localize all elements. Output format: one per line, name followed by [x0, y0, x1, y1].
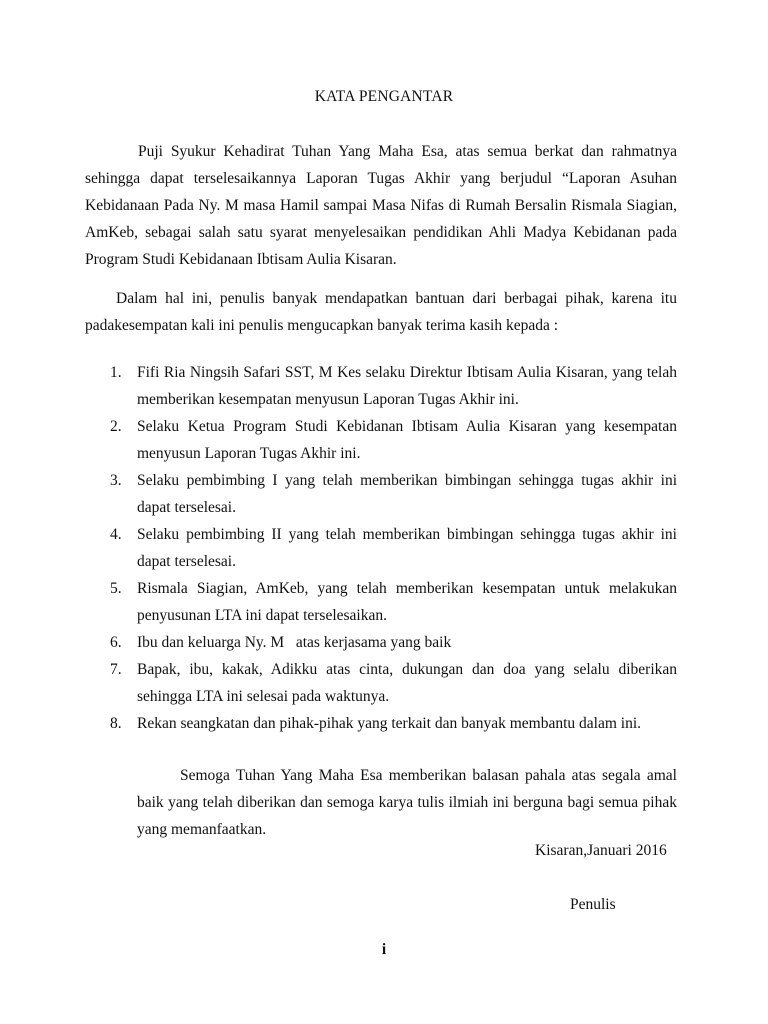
closing-paragraph: Semoga Tuhan Yang Maha Esa memberikan balasan pahala atas segala amal baik yang telah diberikan dan semoga karya tulis ilmiah ini berguna bagi semua pihak yang memanfaatkan. — [137, 767, 677, 838]
list-item-number: 3. — [110, 472, 122, 489]
acknowledgement-list — [110, 359, 677, 737]
list-item-number: 7. — [110, 661, 122, 678]
list-item — [110, 413, 677, 467]
thanks-intro-paragraph: Dalam hal ini, penulis banyak mendapatkan bantuan dari berbagai pihak, karena itu padakesempatan kali ini penulis mengucapkan banyak terima kasih kepada : — [85, 290, 677, 334]
list-item — [110, 710, 677, 737]
list-item-text: Rismala Siagian, AmKeb, yang telah memberikan kesempatan untuk melakukan penyusunan LTA ini dapat terselesaikan. — [137, 580, 677, 624]
list-item-text: Selaku Ketua Program Studi Kebidanan Ibtisam Aulia Kisaran yang kesempatan menyusun Laporan Tugas Akhir ini. — [137, 418, 677, 462]
list-item-text: Selaku pembimbing II yang telah memberikan bimbingan sehingga tugas akhir ini dapat terselesai. — [137, 526, 677, 570]
list-item-number: 5. — [110, 580, 122, 597]
page-title: KATA PENGANTAR — [314, 88, 454, 105]
page-number: i — [381, 941, 387, 958]
list-item-text: Ibu dan keluarga Ny. M atas kerjasama yang baik — [137, 634, 452, 651]
list-item-text: Fifi Ria Ningsih Safari SST, M Kes selaku Direktur Ibtisam Aulia Kisaran, yang telah memberikan kesempatan menyusun Laporan Tugas Akhir ini. — [137, 364, 677, 408]
list-item-number: 4. — [110, 526, 122, 543]
opening-paragraph: Puji Syukur Kehadirat Tuhan Yang Maha Esa, atas semua berkat dan rahmatnya sehingga dapat terselesaikannya Laporan Tugas Akhir yang berjudul “Laporan Asuhan Kebidanaan Pada Ny. M masa Hamil sampai Masa Nifas di Rumah Bersalin Rismala Siagian, AmKeb, sebagai salah satu syarat menyelesaikan pendidikan Ahli Madya Kebidanan pada Program Studi Kebidanaan Ibtisam Aulia Kisaran. — [85, 143, 677, 268]
list-item — [110, 629, 677, 656]
list-item-text: Selaku pembimbing I yang telah memberikan bimbingan sehingga tugas akhir ini dapat terselesai. — [137, 472, 677, 516]
list-item — [110, 656, 677, 710]
list-item-number: 1. — [110, 364, 122, 381]
list-item-number: 6. — [110, 634, 122, 651]
list-item-text: Rekan seangkatan dan pihak-pihak yang terkait dan banyak membantu dalam ini. — [137, 715, 642, 732]
list-item-number: 2. — [110, 418, 122, 435]
list-item — [110, 521, 677, 575]
place-date: Kisaran,Januari 2016 — [535, 842, 667, 859]
signer-label: Penulis — [570, 896, 616, 913]
list-item — [110, 359, 677, 413]
list-item-text: Bapak, ibu, kakak, Adikku atas cinta, dukungan dan doa yang selalu diberikan sehingga LTA ini selesai pada waktunya. — [137, 661, 677, 705]
list-item-number: 8. — [110, 715, 122, 732]
list-item — [110, 575, 677, 629]
list-item — [110, 467, 677, 521]
